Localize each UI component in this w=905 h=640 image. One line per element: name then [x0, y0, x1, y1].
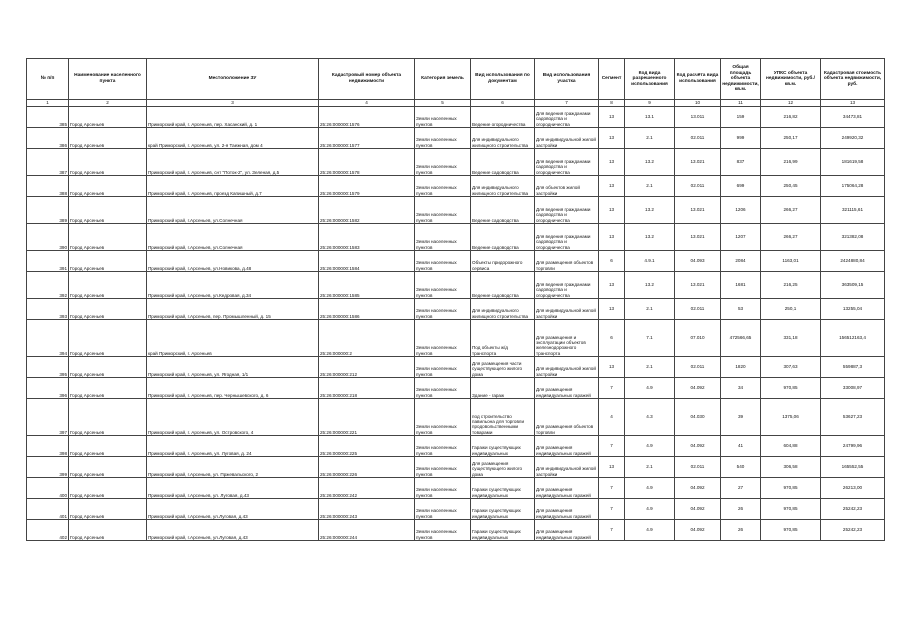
land-location: Приморский край, г. Арсеньев, ул. Островского, 4: [147, 399, 319, 436]
specific-cadastral-value: 250,17: [761, 128, 821, 149]
settlement-name: Город Арсеньев: [69, 357, 147, 378]
settlement-name: Город Арсеньев: [69, 128, 147, 149]
table-row: [27, 197, 885, 224]
cadastral-value: 2424880,84: [821, 251, 885, 272]
column-header: Категория земель: [415, 59, 471, 100]
permitted-use-code: 2.1: [625, 176, 675, 197]
land-category: Земли населенных пунктов: [415, 224, 471, 251]
column-number: 2: [69, 100, 147, 107]
table-row: [27, 357, 885, 378]
row-number: 385: [27, 107, 69, 128]
total-area: 34: [721, 378, 761, 399]
cadastral-value: 53627,23: [821, 399, 885, 436]
table-row: [27, 399, 885, 436]
settlement-name: Город Арсеньев: [69, 149, 147, 176]
row-number: 393: [27, 299, 69, 320]
cadastral-value: 165552,55: [821, 457, 885, 478]
specific-cadastral-value: 970,85: [761, 499, 821, 520]
row-number: 390: [27, 224, 69, 251]
specific-cadastral-value: 266,27: [761, 224, 821, 251]
segment: 7: [599, 520, 625, 541]
specific-cadastral-value: 1163,01: [761, 251, 821, 272]
calculation-code: 13.021: [675, 197, 721, 224]
plot-use-type: Для размещения и эксплуатации объектов железнодорожного транспорта: [535, 320, 599, 357]
cadastral-number: 25:26:000000:1582: [319, 197, 415, 224]
settlement-name: Город Арсеньев: [69, 272, 147, 299]
table-row: [27, 457, 885, 478]
total-area: 472566,65: [721, 320, 761, 357]
document-use-type: Для размещения части существующего жилого дома: [471, 357, 535, 378]
segment: 7: [599, 436, 625, 457]
column-header: Кадастровая стоимость объекта недвижимости, руб.: [821, 59, 885, 100]
calculation-code: 13.021: [675, 149, 721, 176]
land-location: Приморский край, г.Арсеньев, ул. Пржевальского, 2: [147, 457, 319, 478]
land-location: Приморский край, г.Арсеньев, ул.Луговая, д.43: [147, 499, 319, 520]
table-row: [27, 520, 885, 541]
total-area: 53: [721, 299, 761, 320]
calculation-code: 04.093: [675, 251, 721, 272]
calculation-code: 02.011: [675, 176, 721, 197]
cadastral-number: 25:26:000000:218: [319, 378, 415, 399]
cadastral-value: 249920,32: [821, 128, 885, 149]
column-number: 5: [415, 100, 471, 107]
document-use-type: Ведение садоводства: [471, 272, 535, 299]
cadastral-number: 25:26:000000:221: [319, 399, 415, 436]
plot-use-type: Для индивидуальной жилой застройки: [535, 357, 599, 378]
cadastral-value: 13255,04: [821, 299, 885, 320]
table-row: [27, 378, 885, 399]
specific-cadastral-value: 970,85: [761, 520, 821, 541]
row-number: 400: [27, 478, 69, 499]
cadastral-number: 25:26:000000:212: [319, 357, 415, 378]
column-number: 8: [599, 100, 625, 107]
document-use-type: Ведение садоводства: [471, 149, 535, 176]
table-row: [27, 149, 885, 176]
total-area: 540: [721, 457, 761, 478]
cadastral-value: 559887,3: [821, 357, 885, 378]
cadastral-value: 321115,61: [821, 197, 885, 224]
permitted-use-code: 2.1: [625, 128, 675, 149]
segment: 13: [599, 299, 625, 320]
specific-cadastral-value: 250,1: [761, 299, 821, 320]
land-category: Земли населенных пунктов: [415, 251, 471, 272]
permitted-use-code: 7.1: [625, 320, 675, 357]
total-area: 41: [721, 436, 761, 457]
column-header: Вид использования участка: [535, 59, 599, 100]
land-location: Приморский край, г.Арсеньев, ул. Луговая, д.43: [147, 478, 319, 499]
table-row: [27, 107, 885, 128]
settlement-name: Город Арсеньев: [69, 176, 147, 197]
plot-use-type: Для размещения объектов торговли: [535, 399, 599, 436]
row-number: 391: [27, 251, 69, 272]
row-number: 392: [27, 272, 69, 299]
calculation-code: 02.011: [675, 299, 721, 320]
cadastral-number: 25:26:000000:2: [319, 320, 415, 357]
cadastral-value: 156512163,4: [821, 320, 885, 357]
land-category: Земли населенных пунктов: [415, 520, 471, 541]
document-use-type: под строительство павильона для торговли продовольственными товарами: [471, 399, 535, 436]
plot-use-type: Для объектов жилой застройки: [535, 176, 599, 197]
plot-use-type: Для индивидуальной жилой застройки: [535, 457, 599, 478]
settlement-name: Город Арсеньев: [69, 299, 147, 320]
total-area: 1206: [721, 197, 761, 224]
total-area: 1207: [721, 224, 761, 251]
permitted-use-code: 13.2: [625, 224, 675, 251]
cadastral-number: 25:26:000000:226: [319, 457, 415, 478]
row-number: 402: [27, 520, 69, 541]
row-number: 401: [27, 499, 69, 520]
column-number: 10: [675, 100, 721, 107]
column-number: 11: [721, 100, 761, 107]
settlement-name: Город Арсеньев: [69, 436, 147, 457]
cadastral-number: 25:26:000000:1579: [319, 176, 415, 197]
total-area: 26: [721, 520, 761, 541]
row-number: 387: [27, 149, 69, 176]
row-number: 388: [27, 176, 69, 197]
land-location: Приморский край, г. Арсеньев, проезд Капишный, д.7: [147, 176, 319, 197]
column-header: Общая площадь объекта недвижимости, кв.м.: [721, 59, 761, 100]
settlement-name: Город Арсеньев: [69, 399, 147, 436]
column-header: Вид использования по документам: [471, 59, 535, 100]
specific-cadastral-value: 216,25: [761, 272, 821, 299]
permitted-use-code: 2.1: [625, 299, 675, 320]
segment: 7: [599, 499, 625, 520]
cadastral-number: 25:26:000000:1578: [319, 149, 415, 176]
specific-cadastral-value: 331,18: [761, 320, 821, 357]
specific-cadastral-value: 306,58: [761, 457, 821, 478]
permitted-use-code: 4.9: [625, 499, 675, 520]
plot-use-type: Для размещения индивидуальных гаражей: [535, 478, 599, 499]
cadastral-value: 25242,23: [821, 520, 885, 541]
segment: 13: [599, 107, 625, 128]
cadastral-number: 25:26:000000:225: [319, 436, 415, 457]
document-use-type: Гаражи существующих индивидуальных: [471, 478, 535, 499]
document-use-type: Для размещения существующего жилого дома: [471, 457, 535, 478]
segment: 6: [599, 320, 625, 357]
column-header: Код вида разрешенного использования: [625, 59, 675, 100]
settlement-name: Город Арсеньев: [69, 320, 147, 357]
settlement-name: Город Арсеньев: [69, 197, 147, 224]
cadastral-number: 25:26:000000:242: [319, 478, 415, 499]
column-header: Код расчёта вида использования: [675, 59, 721, 100]
segment: 13: [599, 224, 625, 251]
row-number: 399: [27, 457, 69, 478]
land-location: Приморский край, г. Арсеньев, пер. Чернышевского, д. 6: [147, 378, 319, 399]
column-number: 4: [319, 100, 415, 107]
cadastral-number: 25:26:000000:244: [319, 520, 415, 541]
land-category: Земли населенных пунктов: [415, 128, 471, 149]
segment: 13: [599, 149, 625, 176]
cadastral-value: 26213,00: [821, 478, 885, 499]
cadastral-value: 34473,81: [821, 107, 885, 128]
plot-use-type: Для размещения индивидуальных гаражей: [535, 499, 599, 520]
permitted-use-code: 4.9.1: [625, 251, 675, 272]
land-category: Земли населенных пунктов: [415, 499, 471, 520]
land-location: край Приморский, г. Арсеньев, ул. 2-я Таежная, дом 4: [147, 128, 319, 149]
plot-use-type: Для ведения гражданами садоводства и огородничества: [535, 149, 599, 176]
settlement-name: Город Арсеньев: [69, 457, 147, 478]
land-category: Земли населенных пунктов: [415, 399, 471, 436]
column-header: УПКС объекта недвижимости, руб./кв.м.: [761, 59, 821, 100]
cadastral-number: 25:26:000000:1577: [319, 128, 415, 149]
total-area: 159: [721, 107, 761, 128]
column-number: 6: [471, 100, 535, 107]
calculation-code: 04.092: [675, 499, 721, 520]
total-area: 999: [721, 128, 761, 149]
total-area: 39: [721, 399, 761, 436]
cadastral-value: 24799,96: [821, 436, 885, 457]
segment: 6: [599, 251, 625, 272]
table-row: [27, 128, 885, 149]
table-body: [27, 107, 885, 541]
segment: 13: [599, 176, 625, 197]
plot-use-type: Для индивидуальной жилой застройки: [535, 299, 599, 320]
land-category: Земли населенных пунктов: [415, 299, 471, 320]
total-area: 26: [721, 499, 761, 520]
cadastral-number: 25:26:000000:1576: [319, 107, 415, 128]
land-category: Земли населенных пунктов: [415, 436, 471, 457]
land-category: Земли населенных пунктов: [415, 149, 471, 176]
column-header: № п/п: [27, 59, 69, 100]
total-area: 837: [721, 149, 761, 176]
specific-cadastral-value: 250,45: [761, 176, 821, 197]
plot-use-type: Для размещения индивидуальных гаражей: [535, 378, 599, 399]
table-row: [27, 478, 885, 499]
segment: 4: [599, 399, 625, 436]
specific-cadastral-value: 216,99: [761, 149, 821, 176]
cadastral-value: 175064,28: [821, 176, 885, 197]
table-row: [27, 176, 885, 197]
land-location: Приморский край, г.Арсеньев, ул.Солнечная: [147, 224, 319, 251]
calculation-code: 04.030: [675, 399, 721, 436]
cadastral-value: 181619,58: [821, 149, 885, 176]
cadastral-register-table: [26, 58, 885, 541]
specific-cadastral-value: 970,85: [761, 378, 821, 399]
table-row: [27, 299, 885, 320]
land-category: Земли населенных пунктов: [415, 478, 471, 499]
specific-cadastral-value: 1375,06: [761, 399, 821, 436]
table-row: [27, 272, 885, 299]
settlement-name: Город Арсеньев: [69, 224, 147, 251]
plot-use-type: Для ведения гражданами садоводства и огородничества: [535, 224, 599, 251]
row-number: 394: [27, 320, 69, 357]
plot-use-type: Для размещения индивидуальных гаражей: [535, 520, 599, 541]
column-header: Сегмент: [599, 59, 625, 100]
land-category: Земли населенных пунктов: [415, 457, 471, 478]
cadastral-number: 25:26:000000:1585: [319, 272, 415, 299]
calculation-code: 13.011: [675, 107, 721, 128]
plot-use-type: Для размещения объектов торговли: [535, 251, 599, 272]
document-use-type: Ведение садоводства: [471, 197, 535, 224]
document-use-type: Здание - гараж: [471, 378, 535, 399]
table-row: [27, 499, 885, 520]
calculation-code: 04.092: [675, 478, 721, 499]
land-category: Земли населенных пунктов: [415, 197, 471, 224]
land-location: Приморский край, г.Арсеньев, ул.Солнечная: [147, 197, 319, 224]
permitted-use-code: 2.1: [625, 457, 675, 478]
document-use-type: Гаражи существующих индивидуальных: [471, 436, 535, 457]
cadastral-value: 25242,23: [821, 499, 885, 520]
land-category: Земли населенных пунктов: [415, 357, 471, 378]
cadastral-number: 25:26:000000:1583: [319, 224, 415, 251]
table-row: [27, 436, 885, 457]
permitted-use-code: 4.9: [625, 436, 675, 457]
total-area: 1820: [721, 357, 761, 378]
settlement-name: Город Арсеньев: [69, 520, 147, 541]
land-location: Приморский край, г. Арсеньев, снт "Поток-2", ул. Зеленая, д.5: [147, 149, 319, 176]
segment: 13: [599, 197, 625, 224]
calculation-code: 07.010: [675, 320, 721, 357]
column-number: 3: [147, 100, 319, 107]
cadastral-value: 321382,08: [821, 224, 885, 251]
land-location: Приморский край, г.Арсеньев, ул.Кедровая, д.34: [147, 272, 319, 299]
cadastral-number: 25:26:000000:243: [319, 499, 415, 520]
land-location: Приморский край, г.Арсеньев, пер. Промышленный, д. 15: [147, 299, 319, 320]
document-use-type: Гаражи существующих индивидуальных: [471, 499, 535, 520]
total-area: 27: [721, 478, 761, 499]
permitted-use-code: 13.2: [625, 197, 675, 224]
document-use-type: Для индивидуального жилищного строительства: [471, 176, 535, 197]
segment: 13: [599, 457, 625, 478]
column-number: 13: [821, 100, 885, 107]
column-header: Кадастровый номер объекта недвижимости: [319, 59, 415, 100]
column-header: Наименование населенного пункта: [69, 59, 147, 100]
land-category: Земли населенных пунктов: [415, 272, 471, 299]
total-area: 699: [721, 176, 761, 197]
table-header: [27, 59, 885, 107]
plot-use-type: Для индивидуальной жилой застройки: [535, 128, 599, 149]
segment: 13: [599, 272, 625, 299]
specific-cadastral-value: 970,85: [761, 478, 821, 499]
total-area: 1681: [721, 272, 761, 299]
table-row: [27, 320, 885, 357]
land-location: край Приморский, г. Арсеньев: [147, 320, 319, 357]
land-location: Приморский край, г.Арсеньев, ул.Новикова, д.48: [147, 251, 319, 272]
land-location: Приморский край, г. Арсеньев, ул. Ягодная, 1/1: [147, 357, 319, 378]
specific-cadastral-value: 604,88: [761, 436, 821, 457]
segment: 13: [599, 357, 625, 378]
calculation-code: 04.092: [675, 436, 721, 457]
settlement-name: Город Арсеньев: [69, 478, 147, 499]
land-category: Земли населенных пунктов: [415, 378, 471, 399]
land-category: Земли населенных пунктов: [415, 176, 471, 197]
cadastral-number: 25:26:000000:1584: [319, 251, 415, 272]
table-row: [27, 251, 885, 272]
document-use-type: Под объекты ж/д транспорта: [471, 320, 535, 357]
settlement-name: Город Арсеньев: [69, 107, 147, 128]
specific-cadastral-value: 216,82: [761, 107, 821, 128]
permitted-use-code: 4.9: [625, 478, 675, 499]
row-number: 395: [27, 357, 69, 378]
row-number: 386: [27, 128, 69, 149]
specific-cadastral-value: 307,63: [761, 357, 821, 378]
plot-use-type: Для ведения гражданами садоводства и огородничества: [535, 197, 599, 224]
cadastral-value: 363509,15: [821, 272, 885, 299]
permitted-use-code: 4.9: [625, 520, 675, 541]
settlement-name: Город Арсеньев: [69, 251, 147, 272]
calculation-code: 02.011: [675, 457, 721, 478]
column-number: 9: [625, 100, 675, 107]
specific-cadastral-value: 266,27: [761, 197, 821, 224]
calculation-code: 04.092: [675, 378, 721, 399]
segment: 13: [599, 128, 625, 149]
document-use-type: Для индивидуального жилищного строительства: [471, 299, 535, 320]
plot-use-type: Для ведения гражданами садоводства и огородничества: [535, 272, 599, 299]
table-row: [27, 224, 885, 251]
document-use-type: Ведение садоводства: [471, 224, 535, 251]
land-location: Приморский край, г.Арсеньев, ул.Луговая, д.43: [147, 520, 319, 541]
segment: 7: [599, 478, 625, 499]
land-category: Земли населенных пунктов: [415, 107, 471, 128]
cadastral-number: 25:26:000000:1586: [319, 299, 415, 320]
column-number: 7: [535, 100, 599, 107]
permitted-use-code: 13.2: [625, 149, 675, 176]
permitted-use-code: 13.1: [625, 107, 675, 128]
permitted-use-code: 4.3: [625, 399, 675, 436]
land-category: Земли населенных пунктов: [415, 320, 471, 357]
plot-use-type: Для ведения гражданами садоводства и огородничества: [535, 107, 599, 128]
plot-use-type: Для размещения индивидуальных гаражей: [535, 436, 599, 457]
calculation-code: 13.021: [675, 224, 721, 251]
calculation-code: 04.092: [675, 520, 721, 541]
permitted-use-code: 13.2: [625, 272, 675, 299]
permitted-use-code: 2.1: [625, 357, 675, 378]
segment: 7: [599, 378, 625, 399]
document-use-type: Для индивидуального жилищного строительства: [471, 128, 535, 149]
land-location: Приморский край, г. Арсеньев, пер. Хасанский, д. 1: [147, 107, 319, 128]
row-number: 396: [27, 378, 69, 399]
total-area: 2084: [721, 251, 761, 272]
calculation-code: 02.011: [675, 128, 721, 149]
document-use-type: Объекты придорожного сервиса: [471, 251, 535, 272]
column-header: Местоположение ЗУ: [147, 59, 319, 100]
cadastral-value: 33008,97: [821, 378, 885, 399]
permitted-use-code: 4.9: [625, 378, 675, 399]
row-number: 389: [27, 197, 69, 224]
settlement-name: Город Арсеньев: [69, 499, 147, 520]
row-number: 398: [27, 436, 69, 457]
calculation-code: 13.021: [675, 272, 721, 299]
calculation-code: 02.011: [675, 357, 721, 378]
document-use-type: Ведение огородничества: [471, 107, 535, 128]
land-location: Приморский край, г. Арсеньев, ул. Луговая, д. 24: [147, 436, 319, 457]
document-use-type: Гаражи существующих индивидуальных: [471, 520, 535, 541]
row-number: 397: [27, 399, 69, 436]
settlement-name: Город Арсеньев: [69, 378, 147, 399]
column-number: 12: [761, 100, 821, 107]
column-number: 1: [27, 100, 69, 107]
